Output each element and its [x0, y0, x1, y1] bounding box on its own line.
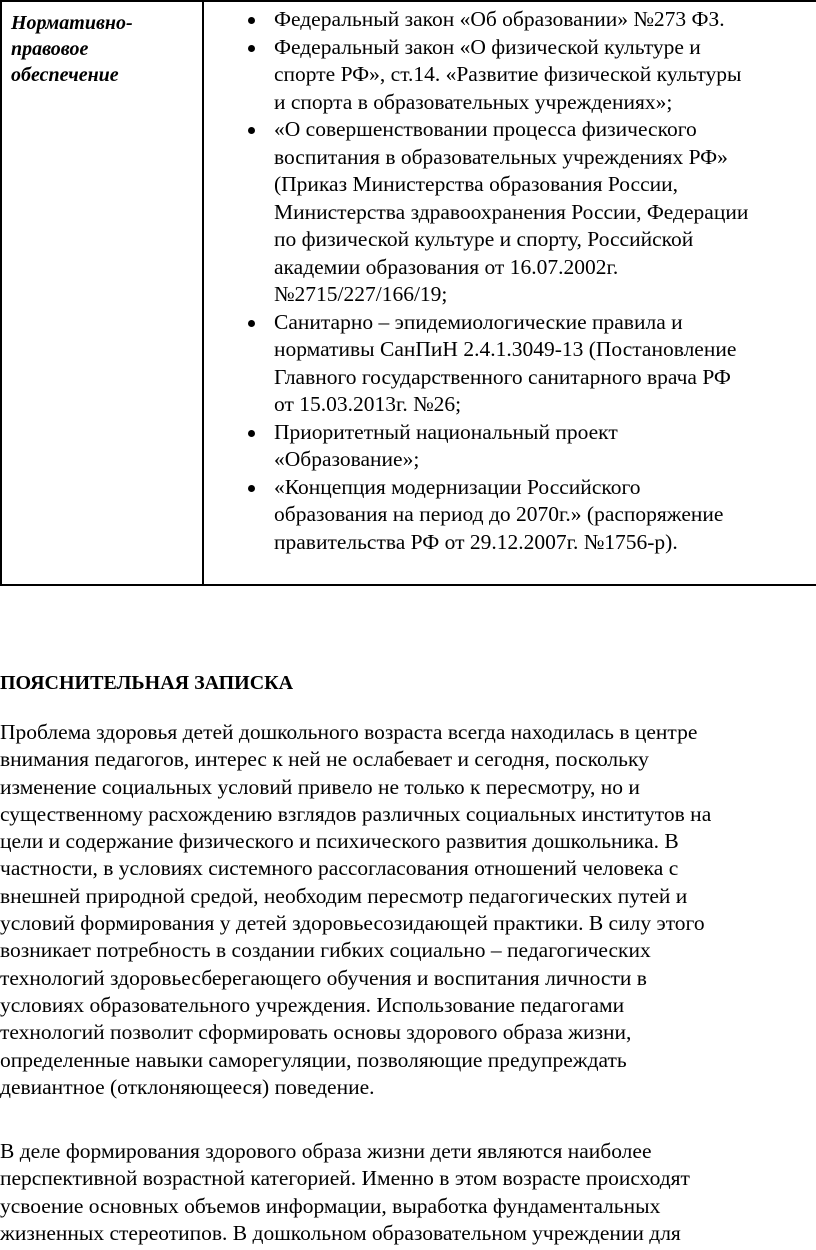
- paragraph-line: Проблема здоровья детей дошкольного возраста всегда находилась в центре: [0, 720, 698, 744]
- list-item-line: Санитарно – эпидемиологические правила и: [274, 309, 683, 334]
- paragraph-line: условий формирования у детей здоровьесозидающей практики. В силу этого: [0, 911, 705, 936]
- list-item-line: правительства РФ от 29.12.2007г. №1756-р).: [274, 529, 678, 554]
- bullet-icon: [248, 430, 255, 437]
- paragraph-line: условиях образовательного учреждения. Использование педагогами: [0, 992, 625, 1017]
- list-item: [204, 309, 816, 419]
- paragraph-line: цели и содержание физического и психического развития дошкольника. В: [0, 829, 679, 854]
- bullet-icon: [248, 127, 255, 134]
- bullet-icon: [248, 320, 255, 327]
- list-item-line: и спорта в образовательных учреждениях»;: [274, 89, 673, 114]
- row-label-line: обеспечение: [11, 64, 119, 86]
- paragraph-line: частности, в условиях системного рассогласования отношений человека с: [0, 856, 679, 881]
- paragraph-line: жизненных стереотипов. В дошкольном образовательном учреждении для: [0, 1220, 681, 1245]
- label-cell: [1, 1, 203, 585]
- paragraph-line: В деле формирования здорового образа жизни дети являются наиболее: [0, 1139, 652, 1163]
- list-item-line: образования на период до 2070г.» (распоряжение: [274, 502, 724, 526]
- paragraph-line: внешней природной средой, необходим пересмотр педагогических путей и: [0, 883, 688, 908]
- document-list: [204, 2, 816, 556]
- list-item: [204, 34, 816, 117]
- regulatory-table: [0, 0, 816, 586]
- list-item-line: «О совершенствовании процесса физического: [274, 117, 697, 141]
- paragraph-line: возникает потребность в создании гибких социально – педагогических: [0, 938, 651, 963]
- row-label-line: правовое: [11, 38, 89, 60]
- list-item-line: «Образование»;: [274, 447, 420, 471]
- list-item-line: Министерства здравоохранения России, Федерации: [274, 199, 749, 224]
- paragraph-line: определенные навыки саморегуляции, позволяющие предупреждать: [0, 1047, 627, 1072]
- bullet-icon: [248, 485, 255, 492]
- paragraph: [0, 719, 711, 1101]
- bullet-icon: [248, 45, 255, 52]
- bullet-icon: [248, 17, 255, 24]
- paragraph: [0, 1138, 690, 1247]
- list-item-line: (Приказ Министерства образования России,: [274, 172, 679, 196]
- paragraph-line: технологий позволит сформировать основы здорового образа жизни,: [0, 1020, 632, 1045]
- paragraph-line: внимания педагогов, интерес к ней не ослабевает и сегодня, поскольку: [0, 747, 649, 772]
- list-item-line: Федеральный закон «Об образовании» №273 ФЗ.: [274, 7, 725, 31]
- paragraph-line: существенному расхождению взглядов различных социальных институтов на: [0, 801, 712, 826]
- list-item: [204, 419, 816, 474]
- list-item-line: №2715/227/166/19;: [274, 282, 448, 306]
- paragraph-line: девиантное (отклоняющееся) поведение.: [0, 1074, 375, 1099]
- list-item-line: академии образования от 16.07.2002г.: [274, 254, 619, 279]
- list-item-line: от 15.03.2013г. №26;: [274, 392, 462, 416]
- list-item-line: Федеральный закон «О физической культуре и: [274, 34, 701, 59]
- paragraph-line: усвоение основных объемов информации, выработка фундаментальных: [0, 1193, 661, 1218]
- list-item-line: спорте РФ», ст.14. «Развитие физической культуры: [274, 62, 742, 86]
- section-title: ПОЯСНИТЕЛЬНАЯ ЗАПИСКА: [0, 672, 294, 694]
- table-row: [1, 1, 816, 585]
- list-item-line: Приоритетный национальный проект: [274, 419, 618, 444]
- list-item-line: Главного государственного санитарного врача РФ: [274, 364, 731, 389]
- list-item: [204, 6, 816, 34]
- paragraph-line: изменение социальных условий привело не только к пересмотру, но и: [0, 774, 640, 799]
- list-item: [204, 116, 816, 309]
- list-item: [204, 474, 816, 557]
- list-item-line: «Концепция модернизации Российского: [274, 474, 641, 499]
- list-item-line: воспитания в образовательных учреждениях РФ»: [274, 144, 728, 169]
- row-label-line: Нормативно-: [11, 12, 133, 34]
- row-label: [2, 2, 171, 88]
- list-item-line: по физической культуре и спорту, Российской: [274, 227, 694, 251]
- content-cell: [203, 1, 816, 585]
- paragraph-line: технологий здоровьесберегающего обучения и воспитания личности в: [0, 965, 647, 990]
- list-item-line: нормативы СанПиН 2.4.1.3049-13 (Постановление: [274, 337, 737, 361]
- paragraph-line: перспективной возрастной категорией. Именно в этом возрасте происходят: [0, 1166, 690, 1191]
